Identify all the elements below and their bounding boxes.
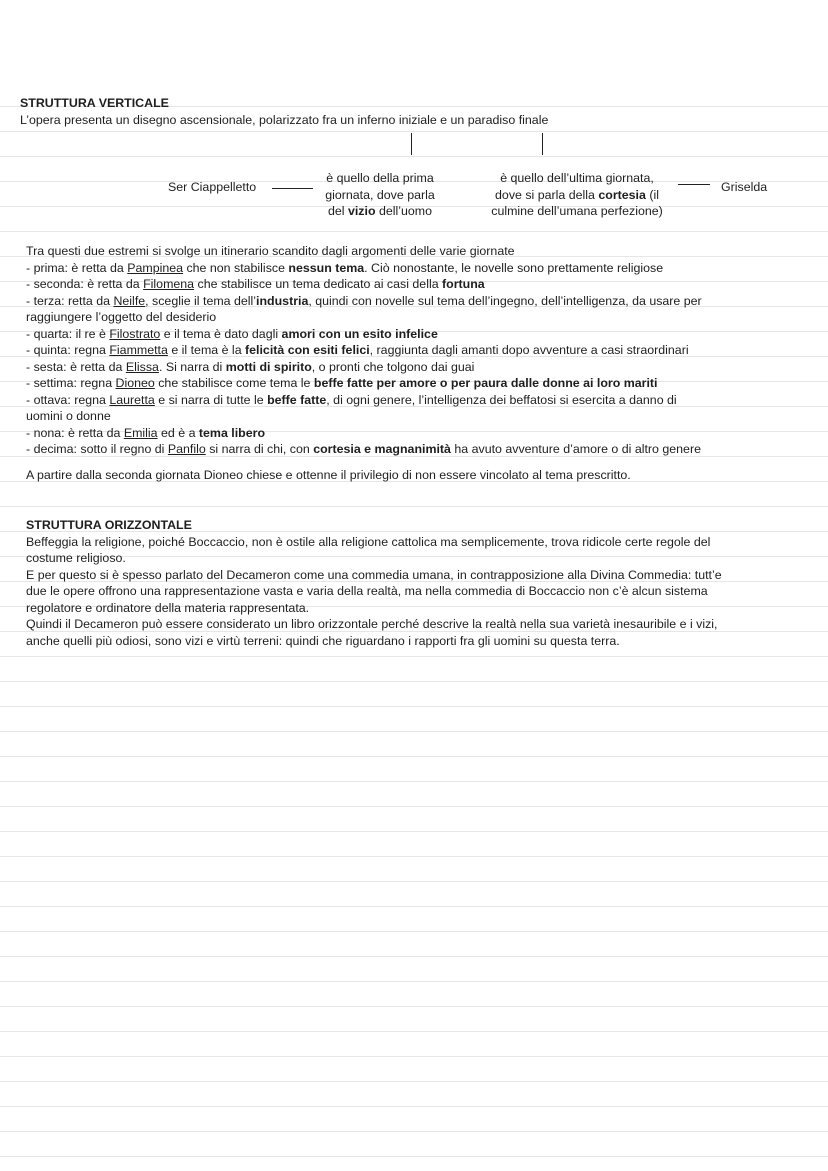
list-item-seconda: - seconda: è retta da Filomena che stabilisce un tema dedicato ai casi della fortuna: [26, 277, 485, 291]
list-item-ottava-cont: uomini o donne: [26, 409, 111, 423]
horizontal-line-4: due le opere offrono una rappresentazione vasta e varia della realtà, ma nella commedia di Boccaccio non c’è alcun sistema: [26, 584, 708, 598]
horizontal-section: [26, 517, 816, 649]
horizontal-line-2: costume religioso.: [26, 551, 126, 565]
horizontal-line-1: Beffeggia la religione, poiché Boccaccio, non è ostile alla religione cattolica ma semplicemente, trova ridicole certe regole del: [26, 534, 711, 549]
list-item-terza: - terza: retta da Neilfe, sceglie il tema dell’industria, quindi con novelle sul tema dell’ingegno, dell’intelligenza, da usare per: [26, 293, 702, 308]
vertical-intro: L’opera presenta un disegno ascensionale, polarizzato fra un inferno iniziale e un paradiso finale: [20, 112, 549, 127]
list-item-nona: - nona: è retta da Emilia ed è a tema libero: [26, 425, 266, 440]
left-description: è quello della prima giornata, dove parla del vizio dell’uomo: [325, 171, 435, 218]
list-item-settima: - settima: regna Dioneo che stabilisce come tema le beffe fatte per amore o per paura dalle donne ai loro mariti: [26, 376, 658, 390]
right-connector-line: [678, 184, 710, 185]
ser-ciappelletto-label: Ser Ciappelletto: [168, 180, 257, 194]
left-pointer-bar: [411, 133, 412, 155]
right-pointer-bar: [542, 133, 543, 155]
list-item-quarta: - quarta: il re è Filostrato e il tema è dato dagli amori con un esito infelice: [26, 326, 438, 341]
dioneo-note: A partire dalla seconda giornata Dioneo chiese e ottenne il privilegio di non essere vincolato al tema prescritto.: [26, 468, 631, 482]
horizontal-line-3: E per questo si è spesso parlato del Decameron come una commedia umana, in contrapposizione alla Divina Commedia: tutt’e: [26, 567, 722, 582]
list-item-terza-cont: raggiungere l’oggetto del desiderio: [26, 310, 217, 324]
horizontal-line-5: regolatore e ordinatore della materia rappresentata.: [26, 600, 310, 615]
list-item-sesta: - sesta: è retta da Elissa. Si narra di motti di spirito, o pronti che tolgono dai guai: [26, 359, 475, 374]
list-item-decima: - decima: sotto il regno di Panfilo si narra di chi, con cortesia e magnanimità ha avuto avventure d’amore o di altro genere: [26, 442, 701, 456]
list-item-quinta: - quinta: regna Fiammetta e il tema è la felicità con esiti felici, raggiunta dagli amanti dopo avventure a casi straordinari: [26, 343, 689, 357]
griselda-label: Griselda: [721, 180, 768, 194]
list-item-prima: - prima: è retta da Pampinea che non stabilisce nessun tema. Ciò nonostante, le novelle sono prettamente religiose: [26, 260, 664, 275]
horizontal-line-7: anche quelli più odiosi, sono vizi e virtù terreni: quindi che riguardano i rapporti fra gli uomini su questa terra.: [26, 633, 620, 648]
left-connector-line: [272, 188, 313, 189]
itinerary-intro: Tra questi due estremi si svolge un itinerario scandito dagli argomenti delle varie giornate: [26, 244, 515, 258]
vertical-heading: STRUTTURA VERTICALE: [20, 96, 169, 110]
top-margin: [0, 0, 828, 82]
horizontal-line-6: Quindi il Decameron può essere considerato un libro orizzontale perché descrive la realtà nella sua varietà inesauribile e i vizi,: [26, 617, 718, 631]
right-description: è quello dell’ultima giornata, dove si parla della cortesia (il culmine dell’umana perfezione): [491, 171, 663, 218]
itinerary-list: [26, 243, 816, 458]
horizontal-heading: STRUTTURA ORIZZONTALE: [26, 518, 192, 532]
vertical-section: [20, 95, 548, 128]
list-item-ottava: - ottava: regna Lauretta e si narra di tutte le beffe fatte, di ogni genere, l’intelligenza dei beffatosi si esercita a danno di: [26, 392, 677, 407]
